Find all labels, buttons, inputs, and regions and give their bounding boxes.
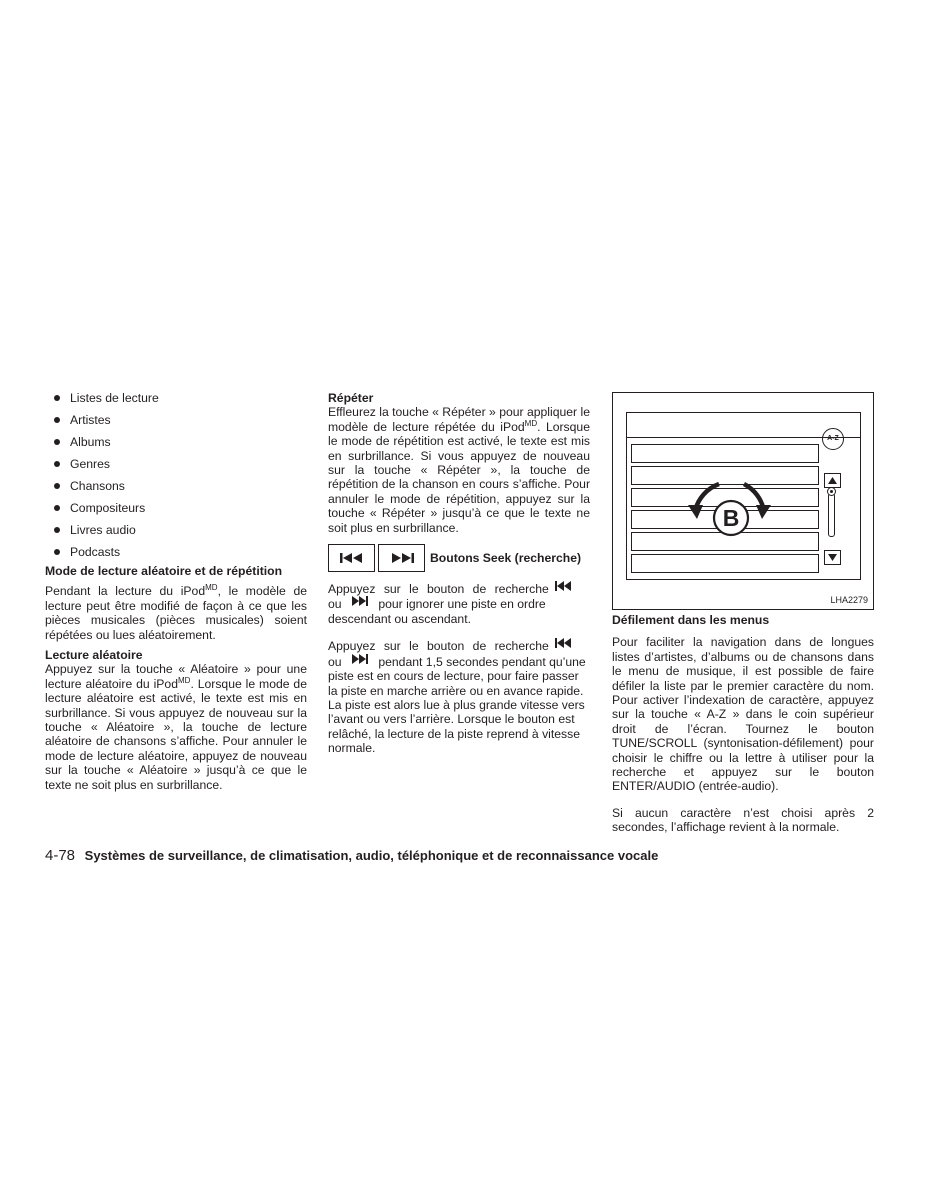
repeat-heading: Répéter [328,391,374,405]
skip-back-icon [554,638,572,648]
seek-paragraph-2: Appuyez sur le bouton de recherche ou pendant 1,5 secondes pendant qu’une piste est en cours de lecture, pour faire passer la piste en marche arrière ou en avance rapide. La piste est alors lue à plus grande vitesse vers l’avant ou vers l’arrière. Lorsque le bouton est relâché, la lecture de la piste reprend à vitesse normale. [328,639,586,756]
column-left [45,391,307,792]
bullet-icon [54,483,60,489]
list-item: Listes de lecture [45,391,307,413]
list-item: Compositeurs [45,501,307,523]
bullet-icon [54,527,60,533]
page-number: 4-78 [45,847,76,864]
figure-label: LHA2279 [830,595,868,605]
column-middle [328,391,590,756]
bullet-icon [54,461,60,467]
category-list [45,391,307,567]
skip-back-icon [339,552,365,564]
list-item: Livres audio [45,523,307,545]
rotate-dial-illustration [613,393,875,611]
seek-back-button [328,544,375,572]
skip-forward-icon [351,596,369,606]
shuffle-paragraph: Appuyez sur la touche « Aléatoire » pour une lecture aléatoire du iPod$^{MD}$. Lorsque le mode de lecture aléatoire est activé, le texte est mis en surbrillance. Si vous appuyez de nouveau sur la touche « Aléatoire », la touche de lecture aléatoire de chansons s’affiche. Pour annuler le mode de lecture aléatoire, appuyez de nouveau sur la touche « Aléatoire » jusqu’à ce que le texte ne soit plus en surbrillance. [45,662,307,792]
list-item: Artistes [45,413,307,435]
skip-back-icon [554,581,572,591]
list-item: Genres [45,457,307,479]
section-title: Systèmes de surveillance, de climatisation, audio, téléphonique et de reconnaissance vocale [84,848,659,863]
page-footer [45,848,658,864]
figure-screen-illustration [612,392,874,610]
skip-forward-icon [389,552,415,564]
scroll-paragraph-1: Pour faciliter la navigation dans de longues listes d’artistes, d’albums ou de chansons dans le menu de musique, il est possible de faire défiler la liste par le premier caractère du nom. Pour activer l’indexation de caractère, appuyez sur la touche « A-Z » dans le coin supérieur droit de l’écran. Tournez le bouton TUNE/SCROLL (syntonisation-défilement) pour choisir le chiffre ou la lettre à utiliser pour la recherche et appuyez sur le bouton ENTER/AUDIO (entrée-audio). [612,635,874,794]
bullet-icon [54,549,60,555]
seek-heading: Boutons Seek (recherche) [430,550,582,565]
bullet-icon [54,505,60,511]
mode-paragraph: Pendant la lecture du iPod$^{MD}$, le modèle de lecture peut être modifié de façon à ce que les pièces musicales (pièces musicales) soient répétées ou lues aléatoirement. [45,583,308,642]
az-button: A-Z [822,428,844,450]
bullet-icon [54,417,60,423]
scroll-paragraph-2: Si aucun caractère n’est choisi après 2 secondes, l’affichage revient à la normale. [612,805,874,835]
skip-forward-icon [351,654,369,664]
svg-text:B: B [722,505,740,531]
repeat-paragraph: Effleurez la touche « Répéter » pour appliquer le modèle de lecture répétée du iPod$^{MD}$. Lorsque le mode de répétition est activé, le texte est mis en surbrillance. Si vous appuyez de nouveau sur la touche « Répéter », la touche de répétition de la chanson en cours s’affiche. Pour annuler le mode de répétition, appuyez sur la touche « Répéter » jusqu’à ce que le texte ne soit plus en surbrillance. [328,405,590,535]
bullet-icon [54,439,60,445]
scroll-heading: Défilement dans les menus [612,613,770,627]
shuffle-heading: Lecture aléatoire [45,648,143,663]
mode-heading: Mode de lecture aléatoire et de répétition [45,564,283,578]
list-item: Chansons [45,479,307,501]
list-item: Albums [45,435,307,457]
column-right [612,392,874,835]
seek-paragraph-1: Appuyez sur le bouton de recherche ou pour ignorer une piste en ordre descendant ou ascendant. [328,581,590,626]
seek-buttons-row [328,543,590,573]
seek-forward-button [378,544,425,572]
list-item: Podcasts [45,545,307,567]
bullet-icon [54,395,60,401]
